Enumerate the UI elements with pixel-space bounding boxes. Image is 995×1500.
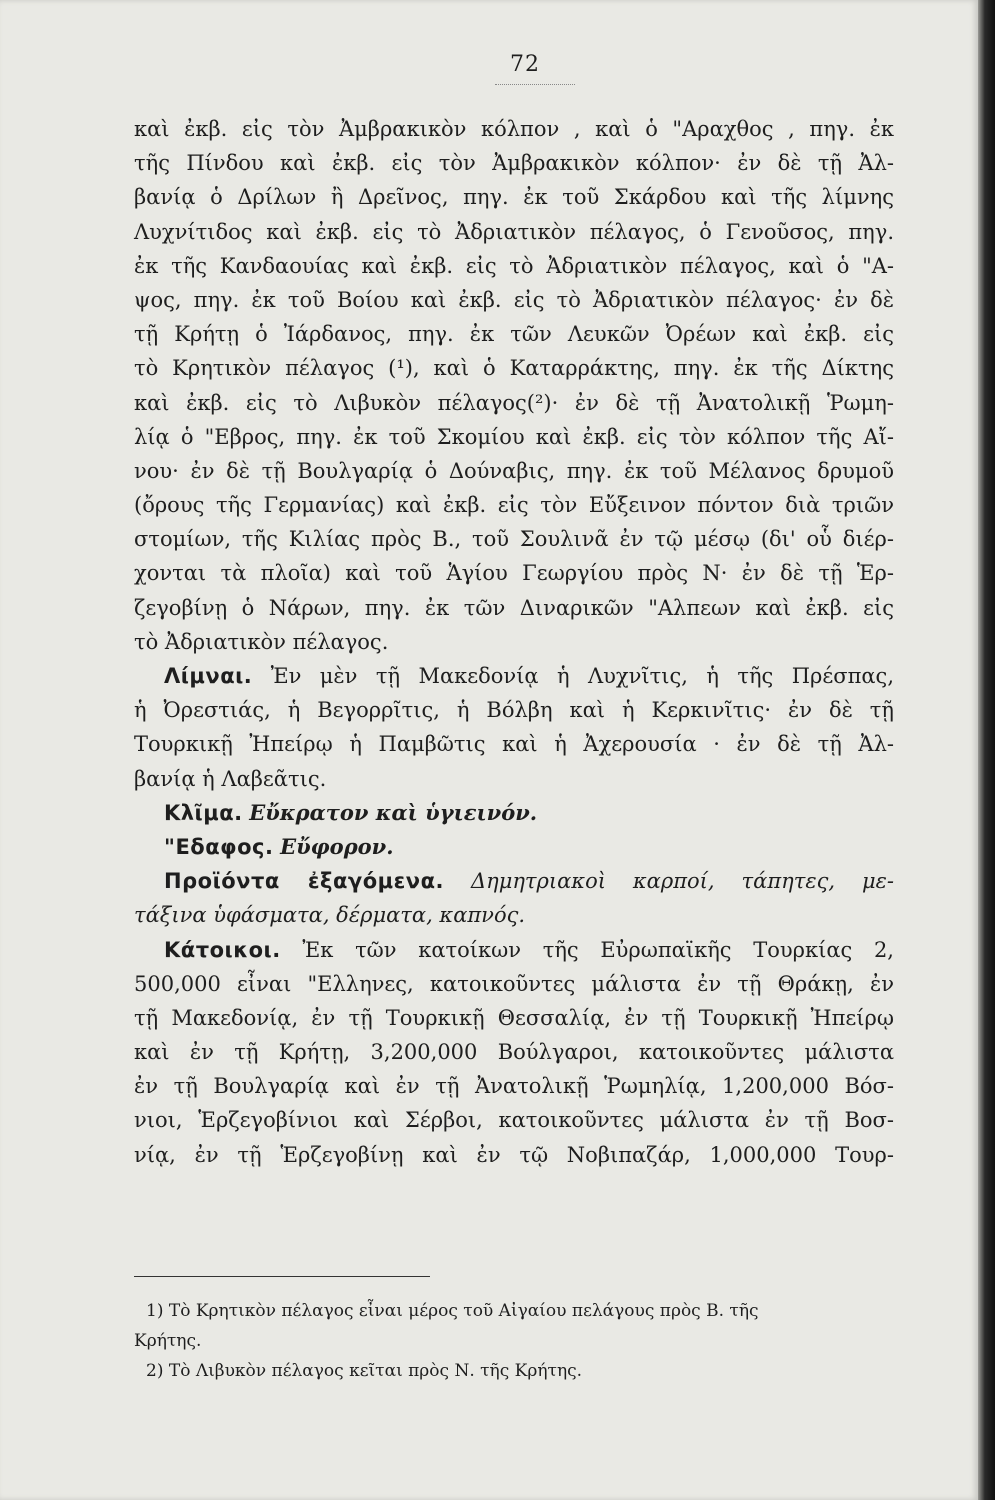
section-limnai-line — [134, 659, 894, 693]
text-line: νίᾳ, ἐν τῇ Ἑρζεγοβίνῃ καὶ ἐν τῷ Νοβιπαζάρ, 1,000,000 Τουρ- — [134, 1142, 894, 1167]
page-number-ornament — [495, 84, 575, 85]
text-line: Λυχνίτιδος καὶ ἐκβ. εἰς τὸ Ἀδριατικὸν πέλαγος, ὁ Γενοῦσος, πηγ. — [134, 219, 894, 244]
section-klima-line — [134, 796, 894, 830]
section-heading-katoikoi: Κάτοικοι. — [164, 937, 281, 962]
book-edge — [978, 0, 995, 1500]
text-line: καὶ ἐκβ. εἰς τὸ Λιβυκὸν πέλαγος(²)· ἐν δὲ τῇ Ἀνατολικῇ Ῥωμη- — [134, 390, 894, 415]
text-line: τῇ Κρήτῃ ὁ Ἰάρδανος, πηγ. ἐκ τῶν Λευκῶν Ὀρέων καὶ ἐκβ. εἰς — [134, 322, 894, 347]
section-heading-proionta: Προϊόντα ἐξαγόμενα. — [164, 869, 444, 894]
section-text: Εὔκρατον καὶ ὑγιεινόν. — [249, 799, 538, 825]
section-katoikoi-line — [134, 933, 894, 967]
text-line: Τουρκικῇ Ἠπείρῳ ἡ Παμβῶτις καὶ ἡ Ἀχερουσία · ἐν δὲ τῇ Ἀλ- — [134, 732, 894, 757]
section-edafos-line — [134, 830, 894, 864]
text-line: ψος, πηγ. ἐκ τοῦ Βοίου καὶ ἐκβ. εἰς τὸ Ἀδριατικὸν πέλαγος· ἐν δὲ — [134, 287, 894, 312]
section-text: Ἐν μὲν τῇ Μακεδονίᾳ ἡ Λυχνῖτις, ἡ τῆς Πρέσπας, — [270, 664, 894, 688]
text-line: βανίᾳ ὁ Δρίλων ἢ Δρεῖνος, πηγ. ἐκ τοῦ Σκάρδου καὶ τῆς λίμνης — [134, 185, 894, 210]
footnote-1: 1) Τὸ Κρητικὸν πέλαγος εἶναι μέρος τοῦ Αἰγαίου πελάγους πρὸς Β. τῆς — [146, 1301, 759, 1321]
section-heading-klima: Κλῖμα. — [164, 800, 243, 825]
section-text: Εὔφορον. — [280, 833, 394, 859]
section-heading-limnai: Λίμναι. — [164, 664, 253, 688]
page-number: 72 — [510, 52, 540, 77]
text-line: τάξινα ὑφάσματα, δέρματα, καπνός. — [134, 903, 526, 928]
section-proionta-line — [134, 864, 894, 898]
text-line: ἐκ τῆς Κανδαουίας καὶ ἐκβ. εἰς τὸ Ἀδριατικὸν πέλαγος, καὶ ὁ "Α- — [134, 253, 894, 278]
main-text — [134, 112, 894, 1172]
footnote-2: 2) Τὸ Λιβυκὸν πέλαγος κεῖται πρὸς Ν. τῆς Κρήτης. — [146, 1361, 583, 1381]
footnote-separator — [134, 1276, 430, 1277]
section-text: Δημητριακοὶ καρποί, τάπητες, με- — [470, 869, 894, 894]
text-line: λίᾳ ὁ "Εβρος, πηγ. ἐκ τοῦ Σκομίου καὶ ἐκβ. εἰς τὸν κόλπον τῆς Αἴ- — [134, 424, 894, 449]
text-line: ζεγοβίνῃ ὁ Νάρων, πηγ. ἐκ τῶν Διναρικῶν "Αλπεων καὶ ἐκβ. εἰς — [134, 595, 894, 620]
text-line: ἐν τῇ Βουλγαρίᾳ καὶ ἐν τῇ Ἀνατολικῇ Ῥωμηλίᾳ, 1,200,000 Βόσ- — [134, 1074, 894, 1099]
footnote-1-continuation: Κρήτης. — [134, 1331, 202, 1351]
footnotes — [134, 1296, 894, 1386]
text-line: στομίων, τῆς Κιλίας πρὸς Β., τοῦ Σουλινᾶ ἐν τῷ μέσῳ (δι' οὗ διέρ- — [134, 527, 894, 552]
text-line: νου· ἐν δὲ τῇ Βουλγαρίᾳ ὁ Δούναβις, πηγ. ἐκ τοῦ Μέλανος δρυμοῦ — [134, 458, 894, 483]
text-line: 500,000 εἶναι "Ελληνες, κατοικοῦντες μάλιστα ἐν τῇ Θράκῃ, ἐν — [134, 971, 894, 996]
text-line: τῇ Μακεδονίᾳ, ἐν τῇ Τουρκικῇ Θεσσαλίᾳ, ἐν τῇ Τουρκικῇ Ἠπείρῳ — [134, 1005, 894, 1030]
section-heading-edafos: "Εδαφος. — [164, 834, 274, 859]
text-line: νιοι, Ἑρζεγοβίνιοι καὶ Σέρβοι, κατοικοῦντες μάλιστα ἐν τῇ Βοσ- — [134, 1108, 894, 1133]
text-line: τὸ Κρητικὸν πέλαγος (¹), καὶ ὁ Καταρράκτης, πηγ. ἐκ τῆς Δίκτης — [134, 356, 894, 381]
text-line: τῆς Πίνδου καὶ ἐκβ. εἰς τὸν Ἀμβρακικὸν κόλπον· ἐν δὲ τῇ Ἀλ- — [134, 151, 894, 176]
text-line: ἡ Ὀρεστιάς, ἡ Βεγορρῖτις, ἡ Βόλβη καὶ ἡ Κερκινῖτις· ἐν δὲ τῇ — [134, 698, 894, 723]
text-line: τὸ Ἀδριατικὸν πέλαγος. — [134, 629, 389, 654]
section-text: Ἐκ τῶν κατοίκων τῆς Εὐρωπαϊκῆς Τουρκίας 2, — [302, 937, 894, 962]
text-line: χονται τὰ πλοῖα) καὶ τοῦ Ἁγίου Γεωργίου πρὸς Ν· ἐν δὲ τῇ Ἑρ- — [134, 561, 894, 586]
text-line: καὶ ἐν τῇ Κρήτῃ, 3,200,000 Βούλγαροι, κατοικοῦντες μάλιστα — [134, 1040, 894, 1065]
text-line: καὶ ἐκβ. εἰς τὸν Ἀμβρακικὸν κόλπον , καὶ ὁ "Αραχθος , πηγ. ἐκ — [134, 117, 894, 141]
text-line: (ὄρους τῆς Γερμανίας) καὶ ἐκβ. εἰς τὸν Εὔξεινον πόντον διὰ τριῶν — [134, 493, 894, 518]
text-line: βανίᾳ ἡ Λαβεᾶτις. — [134, 766, 327, 791]
